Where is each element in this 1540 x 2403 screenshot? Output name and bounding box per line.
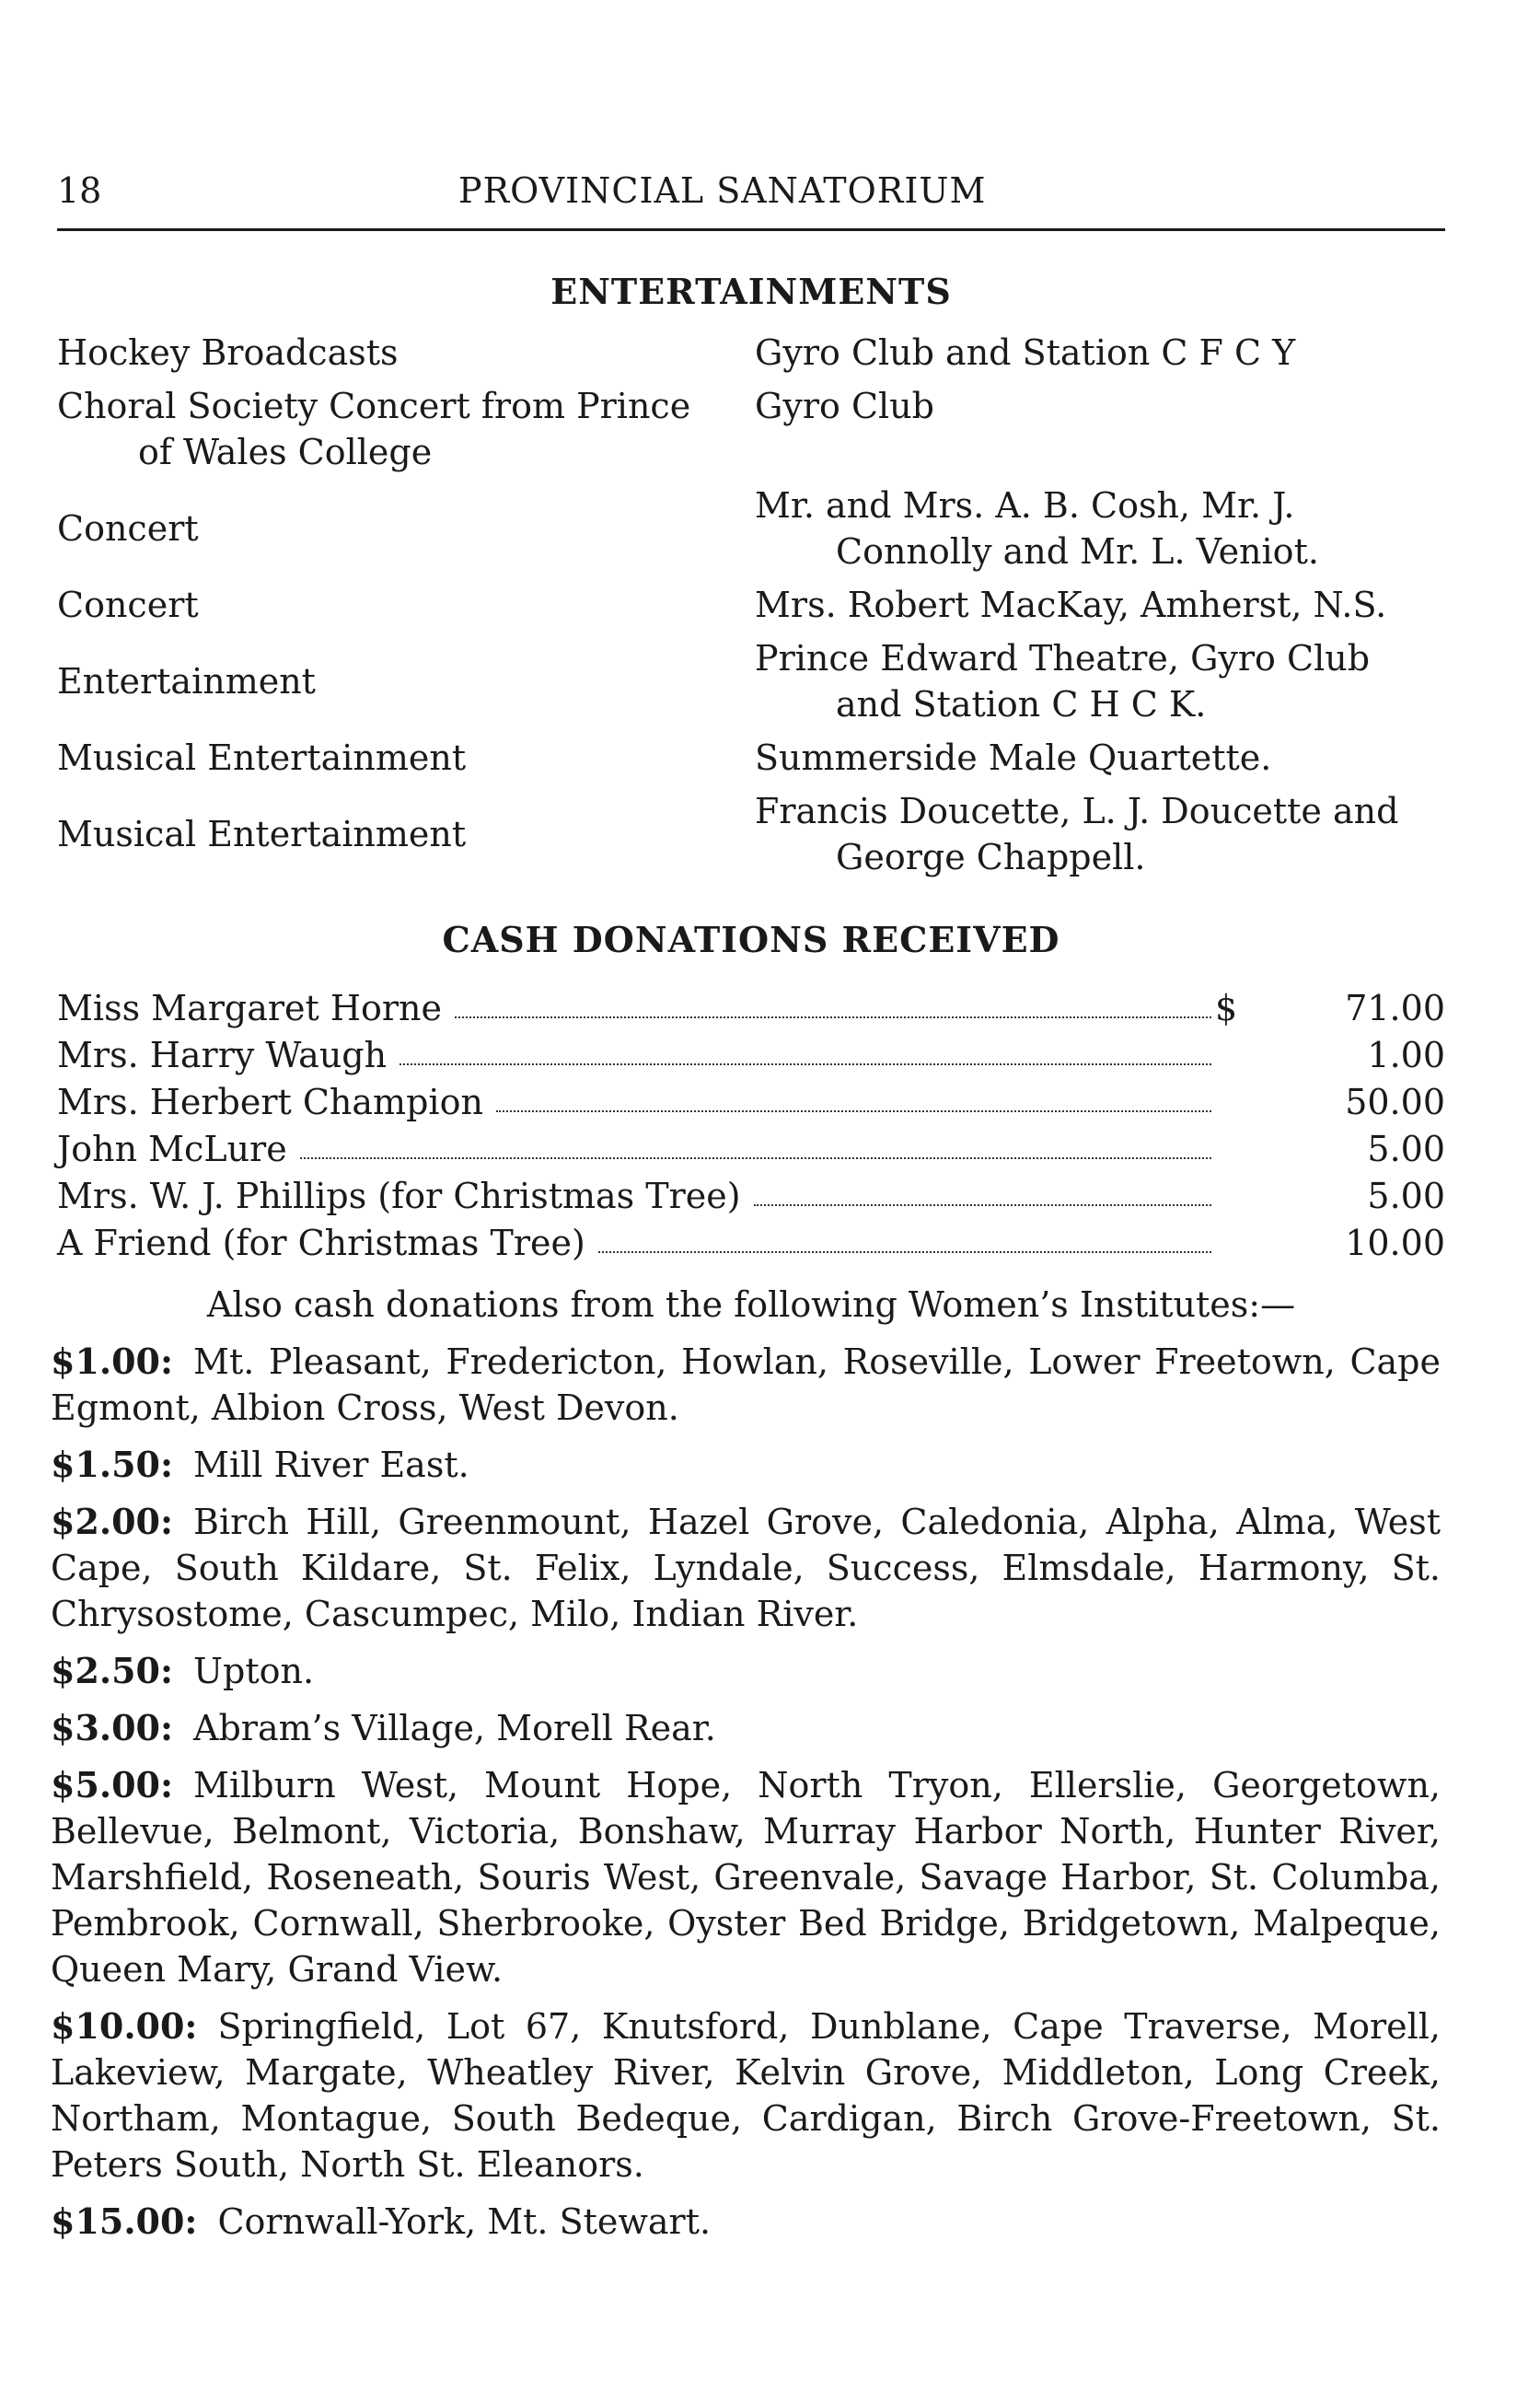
donation-amount: 1.00 [1367, 1035, 1445, 1075]
entertainment-event: Concert [57, 508, 199, 549]
institute-group [51, 1705, 1441, 1751]
entertainment-provider-cell [755, 788, 1445, 880]
entertainments-list [57, 330, 1445, 888]
donation-row [57, 1126, 1445, 1173]
entertainment-provider-cell [755, 635, 1445, 727]
page-header [57, 168, 1445, 219]
entertainment-event-cell [57, 735, 755, 781]
donor-name: Mrs. W. J. Phillips (for Christmas Tree) [57, 1176, 741, 1216]
institute-group [51, 1442, 1441, 1488]
dot-leader [455, 1016, 1211, 1018]
donation-amount: 10.00 [1345, 1223, 1445, 1263]
institute-names: Mill River East. [193, 1445, 469, 1485]
institute-group [51, 2199, 1441, 2245]
dot-leader [300, 1157, 1211, 1159]
entertainment-provider-cell [755, 383, 1445, 475]
institute-amount: $2.00: [51, 1501, 174, 1542]
institute-amount: $1.00: [51, 1341, 174, 1382]
donor-name: John McLure [57, 1129, 287, 1169]
entertainment-row [57, 635, 1445, 727]
donation-amount: 5.00 [1367, 1176, 1445, 1216]
entertainment-event: Hockey Broadcasts [57, 332, 399, 373]
entertainment-row [57, 383, 1445, 475]
entertainment-event: Musical Entertainment [57, 737, 467, 778]
entertainment-event-cell [57, 788, 755, 880]
entertainment-provider: Gyro Club and Station C F C Y [755, 332, 1296, 373]
entertainment-event-cell [57, 482, 755, 575]
donation-row [57, 1079, 1445, 1126]
institute-amount: $10.00: [51, 2005, 198, 2047]
institute-names: Mt. Pleasant, Fredericton, Howlan, Roseville, Lower Freetown, Cape Egmont, Albion Cross, West Devon. [51, 1341, 1441, 1428]
donation-amount: 50.00 [1345, 1082, 1445, 1122]
running-title: PROVINCIAL SANATORIUM [458, 170, 987, 211]
institute-names: Springfield, Lot 67, Knutsford, Dunblane, Cape Traverse, Morell, Lakeview, Margate, Wheatley River, Kelvin Grove, Middleton, Long Creek, Northam, Montague, South Bedeque, Cardigan, Birch Grove-Freetown, St. Peters South, North St. Eleanors. [51, 2006, 1441, 2185]
entertainment-provider-cell [755, 330, 1445, 376]
institute-amount: $5.00: [51, 1764, 174, 1805]
donation-row [57, 1220, 1445, 1267]
institute-amount: $3.00: [51, 1707, 174, 1748]
donor-name: A Friend (for Christmas Tree) [57, 1223, 585, 1263]
entertainment-provider-cell [755, 735, 1445, 781]
entertainment-event-cell [57, 582, 755, 628]
institute-group [51, 2003, 1441, 2188]
institutes-intro: Also cash donations from the following Women’s Institutes:— [206, 1284, 1296, 1325]
institute-amount: $1.50: [51, 1444, 174, 1485]
institute-group [51, 1339, 1441, 1431]
institute-amount: $15.00: [51, 2200, 198, 2242]
institute-names: Milburn West, Mount Hope, North Tryon, Ellerslie, Georgetown, Bellevue, Belmont, Victoria, Bonshaw, Murray Harbor North, Hunter River, Marshfield, Roseneath, Souris West, Greenvale, Savage Harbor, St. Columba, Pembrook, Cornwall, Sherbrooke, Oyster Bed Bridge, Bridgetown, Malpeque, Queen Mary, Grand View. [51, 1765, 1441, 1990]
dot-leader [399, 1063, 1211, 1065]
institute-group [51, 1762, 1441, 1992]
donation-row [57, 1173, 1445, 1220]
institute-amount: $2.50: [51, 1650, 174, 1691]
entertainment-row [57, 788, 1445, 880]
entertainment-provider: Mrs. Robert MacKay, Amherst, N.S. [755, 585, 1387, 625]
header-rule [57, 228, 1445, 231]
entertainment-provider: Prince Edward Theatre, Gyro Club and Station C H C K. [755, 638, 1371, 725]
cash-donations-heading: CASH DONATIONS RECEIVED [442, 919, 1060, 960]
institute-names: Cornwall-York, Mt. Stewart. [217, 2201, 712, 2242]
institute-group [51, 1648, 1441, 1694]
donation-amount: 71.00 [1345, 988, 1445, 1028]
entertainment-event-cell [57, 330, 755, 376]
entertainment-provider: Francis Doucette, L. J. Doucette and George Chappell. [755, 791, 1399, 877]
entertainment-provider-cell [755, 582, 1445, 628]
entertainment-event: Choral Society Concert from Prince of Wales College [57, 386, 691, 472]
institutes-list [51, 1339, 1441, 2256]
donor-name: Mrs. Harry Waugh [57, 1035, 388, 1075]
currency-symbol: $ [1215, 988, 1238, 1028]
entertainment-event: Concert [57, 585, 199, 625]
dot-leader [754, 1204, 1211, 1206]
donor-name: Mrs. Herbert Champion [57, 1082, 483, 1122]
dot-leader [598, 1251, 1211, 1253]
institute-names: Birch Hill, Greenmount, Hazel Grove, Caledonia, Alpha, Alma, West Cape, South Kildare, St. Felix, Lyndale, Success, Elmsdale, Harmony, St. Chrysostome, Cascumpec, Milo, Indian River. [51, 1502, 1441, 1634]
entertainment-row [57, 582, 1445, 628]
page-number: 18 [57, 170, 102, 211]
entertainment-row [57, 735, 1445, 781]
entertainment-event: Entertainment [57, 661, 316, 702]
entertainment-provider: Mr. and Mrs. A. B. Cosh, Mr. J. Connolly and Mr. L. Veniot. [755, 485, 1319, 572]
institute-names: Upton. [193, 1651, 315, 1691]
donor-name: Miss Margaret Horne [57, 988, 442, 1028]
dot-leader [496, 1110, 1211, 1112]
entertainment-event-cell [57, 383, 755, 475]
donation-row [57, 1032, 1445, 1079]
entertainment-provider: Summerside Male Quartette. [755, 737, 1272, 778]
entertainments-heading: ENTERTAINMENTS [550, 271, 952, 312]
donations-list [57, 985, 1445, 1267]
entertainment-row [57, 330, 1445, 376]
institute-names: Abram’s Village, Morell Rear. [193, 1708, 716, 1748]
entertainment-provider-cell [755, 482, 1445, 575]
donation-amount: 5.00 [1367, 1129, 1445, 1169]
entertainment-event-cell [57, 635, 755, 727]
entertainment-provider: Gyro Club [755, 386, 934, 426]
entertainment-row [57, 482, 1445, 575]
entertainment-event: Musical Entertainment [57, 814, 467, 854]
institute-group [51, 1499, 1441, 1637]
donation-row [57, 985, 1445, 1032]
